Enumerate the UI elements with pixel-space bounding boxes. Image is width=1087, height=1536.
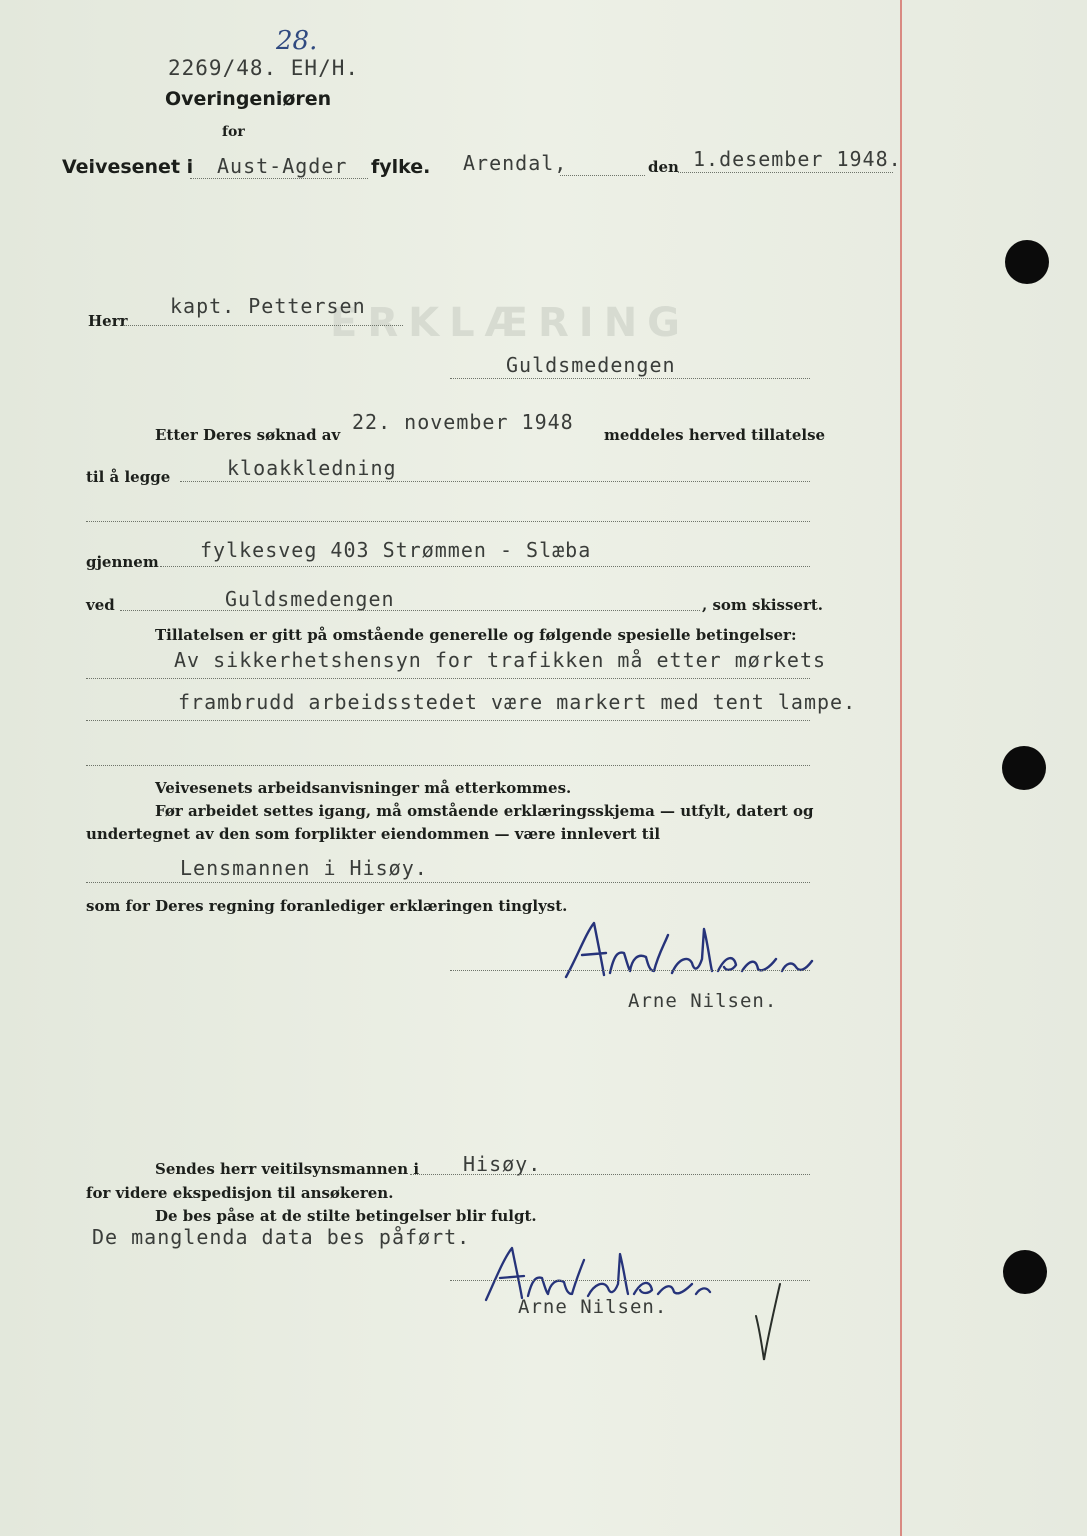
- punch-hole-bottom: [1003, 1250, 1047, 1294]
- til-a-legge-label: til å legge: [86, 468, 171, 486]
- condition-dotline-1: [86, 678, 810, 679]
- signature-handwritten-1: [560, 915, 820, 990]
- forwarding-text: for videre ekspedisjon til ansøkeren.: [86, 1184, 394, 1202]
- date-dotline: [678, 172, 893, 173]
- punch-hole-top: [1005, 240, 1049, 284]
- instruction-line2: Før arbeidet settes igang, må omstående erklæringsskjema — utfylt, datert og: [155, 802, 814, 820]
- route-dotline: [160, 566, 810, 567]
- som-skissert-text: , som skissert.: [702, 596, 824, 614]
- gjennem-label: gjennem: [86, 553, 159, 571]
- place-value: Arendal,: [463, 151, 568, 175]
- county-dotline: [190, 178, 368, 179]
- application-date: 22. november 1948: [352, 410, 574, 434]
- blank-dotline: [86, 521, 810, 522]
- addressee-dotline: [123, 325, 403, 326]
- check-mark: [752, 1280, 792, 1365]
- condition-dotline-2: [86, 720, 810, 721]
- office-title: Overingeniøren: [165, 88, 332, 110]
- special-condition-line2: frambrudd arbeidsstedet være markert med tent lampe.: [178, 690, 857, 714]
- ved-label: ved: [86, 596, 115, 614]
- agency-label: Veivesenet i: [62, 156, 194, 178]
- work-type: kloakkledning: [227, 456, 397, 480]
- place-dotline: [560, 175, 645, 176]
- date-den-label: den: [648, 158, 679, 176]
- fylke-label: fylke.: [371, 156, 431, 178]
- instruction-line1: Veivesenets arbeidsanvisninger må etterkommes.: [155, 779, 572, 797]
- deliver-dotline: [86, 882, 810, 883]
- addressee-location: Guldsmedengen: [506, 353, 676, 377]
- special-condition-line1: Av sikkerhetshensyn for trafikken må etter mørkets: [174, 648, 827, 672]
- send-dotline: [410, 1174, 810, 1175]
- herr-label: Herr: [88, 312, 128, 330]
- punch-hole-middle: [1002, 746, 1046, 790]
- signature1-typed-name: Arne Nilsen.: [628, 990, 778, 1012]
- work-dotline: [180, 481, 810, 482]
- compliance-text: De bes påse at de stilte betingelser blir fulgt.: [155, 1207, 537, 1225]
- send-to-text: Sendes herr veitilsynsmannen i: [155, 1160, 420, 1178]
- permit-granted-text: meddeles herved tillatelse: [604, 426, 826, 444]
- application-intro: Etter Deres søknad av: [155, 426, 341, 444]
- ved-place: Guldsmedengen: [225, 587, 395, 611]
- signature1-dotline: [450, 970, 810, 971]
- letter-date: 1.desember 1948.: [693, 147, 902, 171]
- instruction-line4: som for Deres regning foranlediger erklæringen tinglyst.: [86, 897, 568, 915]
- margin-rule: [900, 0, 902, 1536]
- location-dotline: [450, 378, 810, 379]
- ved-dotline: [120, 610, 700, 611]
- bleed-through-heading: ERKLÆRING: [330, 300, 690, 346]
- condition-dotline-3: [86, 765, 810, 766]
- reference-number: 2269/48. EH/H.: [168, 56, 360, 80]
- send-to-place: Hisøy.: [463, 1152, 542, 1176]
- route-value: fylkesveg 403 Strømmen - Slæba: [200, 538, 592, 562]
- handwritten-reference-mark: 28.: [276, 26, 318, 56]
- signature2-typed-name: Arne Nilsen.: [518, 1296, 668, 1318]
- county-value: Aust-Agder: [217, 154, 348, 178]
- deliver-to-value: Lensmannen i Hisøy.: [180, 856, 428, 880]
- office-for-label: for: [222, 124, 245, 140]
- conditions-intro: Tillatelsen er gitt på omstående generelle og følgende spesielle betingelser:: [155, 626, 797, 644]
- addressee-name: kapt. Pettersen: [170, 294, 366, 318]
- instruction-line3: undertegnet av den som forplikter eiendommen — være innlevert til: [86, 825, 661, 843]
- missing-data-note: De manglenda data bes påført.: [92, 1225, 471, 1249]
